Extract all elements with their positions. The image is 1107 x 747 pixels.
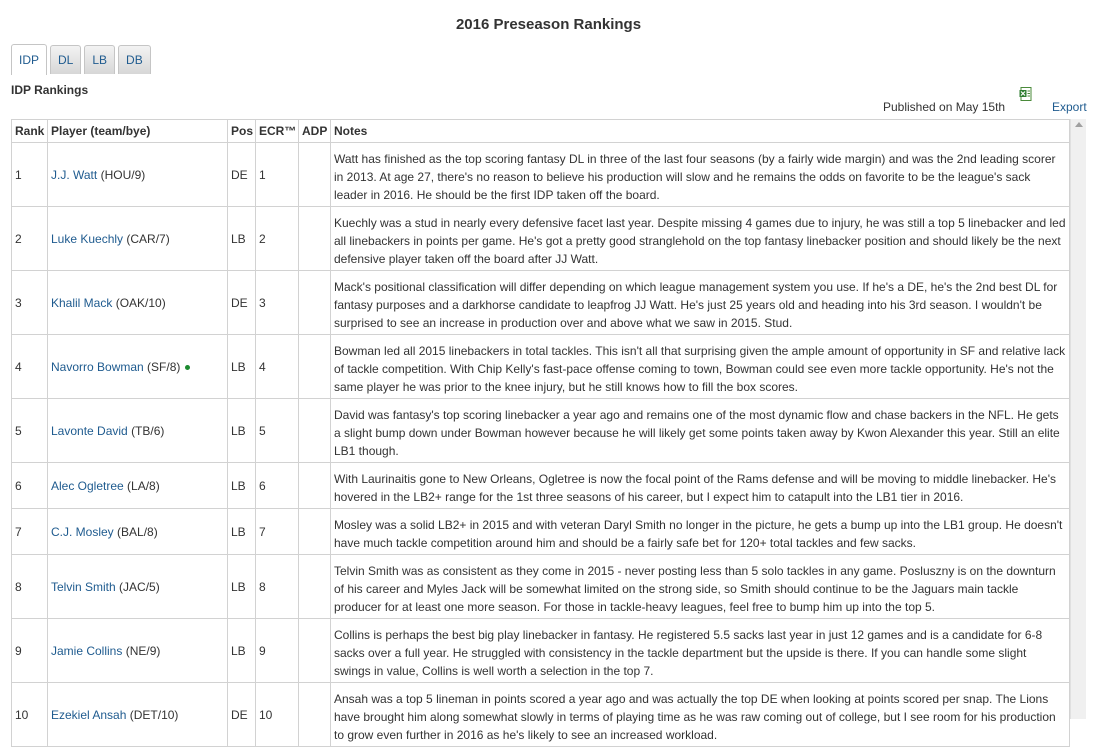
- adp-cell: [299, 555, 331, 619]
- notes-cell: Ansah was a top 5 lineman in points scored a year ago and was actually the top DE when looking at points scored per snap. The Lions have brought him along somewhat slowly in terms of playing time as he was raw coming out of college, but I see room for his production to grow even further in 2016 as he's likely to see an increased workload.: [331, 683, 1070, 747]
- pos-cell: LB: [228, 463, 256, 509]
- pos-cell: LB: [228, 619, 256, 683]
- rank-cell: 2: [12, 207, 48, 271]
- player-link[interactable]: Khalil Mack: [51, 295, 113, 310]
- notes-cell: Mosley was a solid LB2+ in 2015 and with veteran Daryl Smith no longer in the picture, he gets a bump up into the LB1 group. He doesn't have much tackle competition around him and should be a fairly safe bet for 120+ total tackles and few sacks.: [331, 509, 1070, 555]
- table-row: [12, 207, 1070, 271]
- player-link[interactable]: J.J. Watt: [51, 167, 98, 182]
- player-cell: [48, 335, 228, 399]
- status-dot-icon: [185, 365, 190, 370]
- header-rank[interactable]: Rank: [12, 120, 48, 143]
- player-cell: [48, 207, 228, 271]
- rankings-table: [11, 119, 1070, 747]
- header-pos[interactable]: Pos: [228, 120, 256, 143]
- player-team: (OAK/10): [115, 295, 166, 310]
- table-row: [12, 335, 1070, 399]
- rank-cell: 5: [12, 399, 48, 463]
- ecr-cell: 2: [256, 207, 299, 271]
- tab-idp[interactable]: IDP: [11, 44, 47, 75]
- pos-cell: DE: [228, 271, 256, 335]
- player-link[interactable]: Telvin Smith: [51, 579, 116, 594]
- published-date: Published on May 15th: [883, 100, 1006, 114]
- player-link[interactable]: Lavonte David: [51, 423, 128, 438]
- rank-cell: 8: [12, 555, 48, 619]
- rank-cell: 9: [12, 619, 48, 683]
- player-link[interactable]: Jamie Collins: [51, 643, 123, 658]
- player-team: (BAL/8): [117, 524, 158, 539]
- player-team: (TB/6): [131, 423, 165, 438]
- table-row: [12, 271, 1070, 335]
- rank-cell: 6: [12, 463, 48, 509]
- pos-cell: LB: [228, 509, 256, 555]
- adp-cell: [299, 463, 331, 509]
- ecr-cell: 1: [256, 143, 299, 207]
- player-cell: [48, 143, 228, 207]
- player-cell: [48, 509, 228, 555]
- ecr-cell: 10: [256, 683, 299, 747]
- player-link[interactable]: Navorro Bowman: [51, 359, 144, 374]
- header-player[interactable]: Player (team/bye): [48, 120, 228, 143]
- section-label: IDP Rankings: [11, 83, 89, 97]
- notes-cell: David was fantasy's top scoring linebacker a year ago and remains one of the most dynamic flow and chase backers in the NFL. He gets a slight bump down under Bowman however because he will likely get some points taken away by Kwon Alexander this year. Still an elite LB1 though.: [331, 399, 1070, 463]
- player-team: (CAR/7): [126, 231, 170, 246]
- player-team: (LA/8): [127, 478, 160, 493]
- player-cell: [48, 555, 228, 619]
- table-row: [12, 399, 1070, 463]
- player-cell: [48, 463, 228, 509]
- rank-cell: 4: [12, 335, 48, 399]
- tab-dl[interactable]: DL: [50, 45, 81, 74]
- pos-cell: DE: [228, 143, 256, 207]
- tab-lb[interactable]: LB: [84, 45, 115, 74]
- table-row: [12, 143, 1070, 207]
- player-cell: [48, 619, 228, 683]
- header-ecr[interactable]: ECR™: [256, 120, 299, 143]
- notes-cell: Watt has finished as the top scoring fantasy DL in three of the last four seasons (by a fairly wide margin) and was the 2nd leading scorer in 2013. At age 27, there's no reason to believe his production will slow and he remains the odds on favorite to be the league's sack leader in 2016. He should be the first IDP taken off the board.: [331, 143, 1070, 207]
- table-row: [12, 619, 1070, 683]
- pos-cell: LB: [228, 207, 256, 271]
- adp-cell: [299, 619, 331, 683]
- page-title: 2016 Preseason Rankings: [455, 16, 642, 33]
- player-link[interactable]: Alec Ogletree: [51, 478, 124, 493]
- adp-cell: [299, 683, 331, 747]
- table-row: [12, 683, 1070, 747]
- adp-cell: [299, 509, 331, 555]
- ecr-cell: 7: [256, 509, 299, 555]
- player-team: (SF/8): [147, 359, 181, 374]
- table-row: [12, 555, 1070, 619]
- rank-cell: 3: [12, 271, 48, 335]
- adp-cell: [299, 207, 331, 271]
- player-link[interactable]: Ezekiel Ansah: [51, 707, 127, 722]
- rankings-table-container: [11, 119, 1070, 742]
- rank-cell: 1: [12, 143, 48, 207]
- header-adp[interactable]: ADP: [299, 120, 331, 143]
- adp-cell: [299, 399, 331, 463]
- adp-cell: [299, 143, 331, 207]
- rank-cell: 10: [12, 683, 48, 747]
- player-link[interactable]: C.J. Mosley: [51, 524, 114, 539]
- ecr-cell: 6: [256, 463, 299, 509]
- notes-cell: Collins is perhaps the best big play linebacker in fantasy. He registered 5.5 sacks last year in just 12 games and is a candidate for 6-8 sacks over a full year. He struggled with consistency in the tackle department but the upside is there. If you can handle some slight swings in value, Collins is well worth a selection in the top 7.: [331, 619, 1070, 683]
- table-row: [12, 463, 1070, 509]
- position-tabs: [11, 45, 154, 75]
- pos-cell: DE: [228, 683, 256, 747]
- notes-cell: Kuechly was a stud in nearly every defensive facet last year. Despite missing 4 games due to injury, he was still a top 5 linebacker and led all linebackers in points per game. He's got a pretty good stranglehold on the top fantasy linebacker position and should likely be the next defensive player taken off the board after JJ Watt.: [331, 207, 1070, 271]
- player-link[interactable]: Luke Kuechly: [51, 231, 124, 246]
- export-link[interactable]: Export: [1052, 100, 1087, 114]
- player-team: (NE/9): [125, 643, 161, 658]
- excel-file-icon[interactable]: [1019, 87, 1033, 101]
- player-team: (HOU/9): [100, 167, 146, 182]
- table-scrollbar[interactable]: [1070, 119, 1086, 719]
- header-notes: Notes: [331, 120, 1070, 143]
- player-cell: [48, 399, 228, 463]
- pos-cell: LB: [228, 555, 256, 619]
- pos-cell: LB: [228, 399, 256, 463]
- ecr-cell: 3: [256, 271, 299, 335]
- ecr-cell: 4: [256, 335, 299, 399]
- pos-cell: LB: [228, 335, 256, 399]
- player-team: (DET/10): [129, 707, 179, 722]
- notes-cell: Telvin Smith was as consistent as they come in 2015 - never posting less than 5 solo tackles in any game. Posluszny is on the downturn of his career and Myles Jack will be somewhat limited on the strong side, so Smith should continue to be the Jaguars main tackle producer for at least one more season. For those in tackle-heavy leagues, feel free to bump him up into the top 5.: [331, 555, 1070, 619]
- scroll-up-arrow-icon[interactable]: [1075, 122, 1083, 127]
- player-team: (JAC/5): [119, 579, 160, 594]
- notes-cell: Mack's positional classification will differ depending on which league management system you use. If he's a DE, he's the 2nd best DL for fantasy purposes and a darkhorse candidate to leapfrog JJ Watt. He's just 25 years old and heading into his 3rd season. I wouldn't be surprised to see an increase in production over and above what we saw in 2015. Stud.: [331, 271, 1070, 335]
- adp-cell: [299, 271, 331, 335]
- tab-db[interactable]: DB: [118, 45, 151, 74]
- notes-cell: Bowman led all 2015 linebackers in total tackles. This isn't all that surprising given the ample amount of opportunity in SF and relative lack of tackle competition. With Chip Kelly's fast-pace offense coming to town, Bowman could see even more tackle opportunity. He's not the same player he was prior to the knee injury, but he still knows how to fill the box scores.: [331, 335, 1070, 399]
- ecr-cell: 9: [256, 619, 299, 683]
- adp-cell: [299, 335, 331, 399]
- table-row: [12, 509, 1070, 555]
- player-cell: [48, 271, 228, 335]
- ecr-cell: 8: [256, 555, 299, 619]
- notes-cell: With Laurinaitis gone to New Orleans, Ogletree is now the focal point of the Rams defense and will be moving to middle linebacker. He's hovered in the LB2+ range for the 1st three seasons of his career, but I expect him to catapult into the LB1 tier in 2016.: [331, 463, 1070, 509]
- rank-cell: 7: [12, 509, 48, 555]
- ecr-cell: 5: [256, 399, 299, 463]
- player-cell: [48, 683, 228, 747]
